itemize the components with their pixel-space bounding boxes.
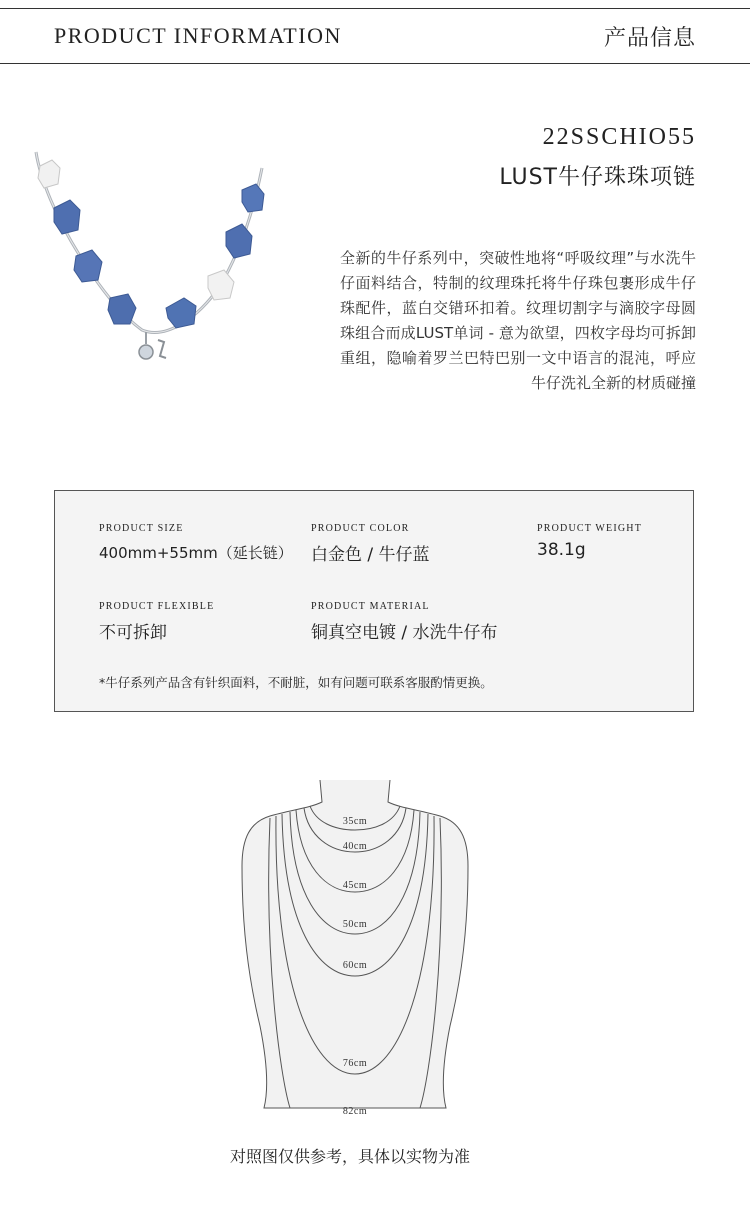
size-chart-bust bbox=[230, 776, 480, 1120]
spec-color-label: PRODUCT COLOR bbox=[311, 523, 410, 534]
care-note: *牛仔系列产品含有针织面料，不耐脏，如有问题可联系客服酌情更换。 bbox=[99, 675, 493, 690]
spec-material-value: 铜真空电镀 / 水洗牛仔布 bbox=[311, 623, 498, 643]
size-label-45: 45cm bbox=[342, 880, 368, 891]
spec-weight-value: 38.1g bbox=[537, 540, 586, 560]
spec-flexible-value: 不可拆卸 bbox=[99, 623, 167, 643]
header-title-en: PRODUCT INFORMATION bbox=[54, 23, 342, 48]
spec-color bbox=[311, 523, 430, 565]
size-label-40: 40cm bbox=[342, 841, 368, 852]
spec-panel bbox=[54, 490, 694, 712]
spec-color-value: 白金色 / 牛仔蓝 bbox=[311, 545, 430, 565]
header-title-zh: 产品信息 bbox=[603, 26, 696, 51]
size-label-50: 50cm bbox=[342, 919, 368, 930]
spec-size bbox=[99, 523, 293, 563]
spec-material-label: PRODUCT MATERIAL bbox=[311, 601, 430, 612]
product-code: 22SSCHIO55 bbox=[542, 124, 696, 150]
size-label-82: 82cm bbox=[342, 1106, 368, 1117]
spec-size-label: PRODUCT SIZE bbox=[99, 523, 184, 534]
size-chart-caption: 对照图仅供参考，具体以实物为准 bbox=[229, 1147, 470, 1166]
spec-flexible bbox=[99, 601, 214, 643]
size-label-60: 60cm bbox=[342, 960, 368, 971]
product-name: LUST牛仔珠珠项链 bbox=[499, 165, 696, 190]
spec-weight-label: PRODUCT WEIGHT bbox=[537, 523, 643, 534]
necklace-product-image bbox=[30, 148, 270, 370]
size-label-35: 35cm bbox=[342, 816, 368, 827]
size-label-76: 76cm bbox=[342, 1058, 368, 1069]
spec-weight bbox=[537, 523, 642, 560]
spec-flexible-label: PRODUCT FLEXIBLE bbox=[99, 601, 215, 612]
header-bar bbox=[0, 8, 750, 64]
spec-size-value: 400mm+55mm（延长链） bbox=[99, 544, 293, 562]
spec-material bbox=[311, 601, 498, 643]
product-description: 全新的牛仔系列中，突破性地将“呼吸纹理”与水洗牛仔面料结合，特制的纹理珠托将牛仔珠包裹形成牛仔珠配件，蓝白交错环扣着。纹理切割字与滴胶字母圆珠组合而成LUST单词 - 意为欲望，四枚字母均可拆卸重组，隐喻着罗兰巴特巴别一文中语言的混沌，呼应牛仔洗礼全新的材质碰撞 bbox=[340, 249, 696, 392]
